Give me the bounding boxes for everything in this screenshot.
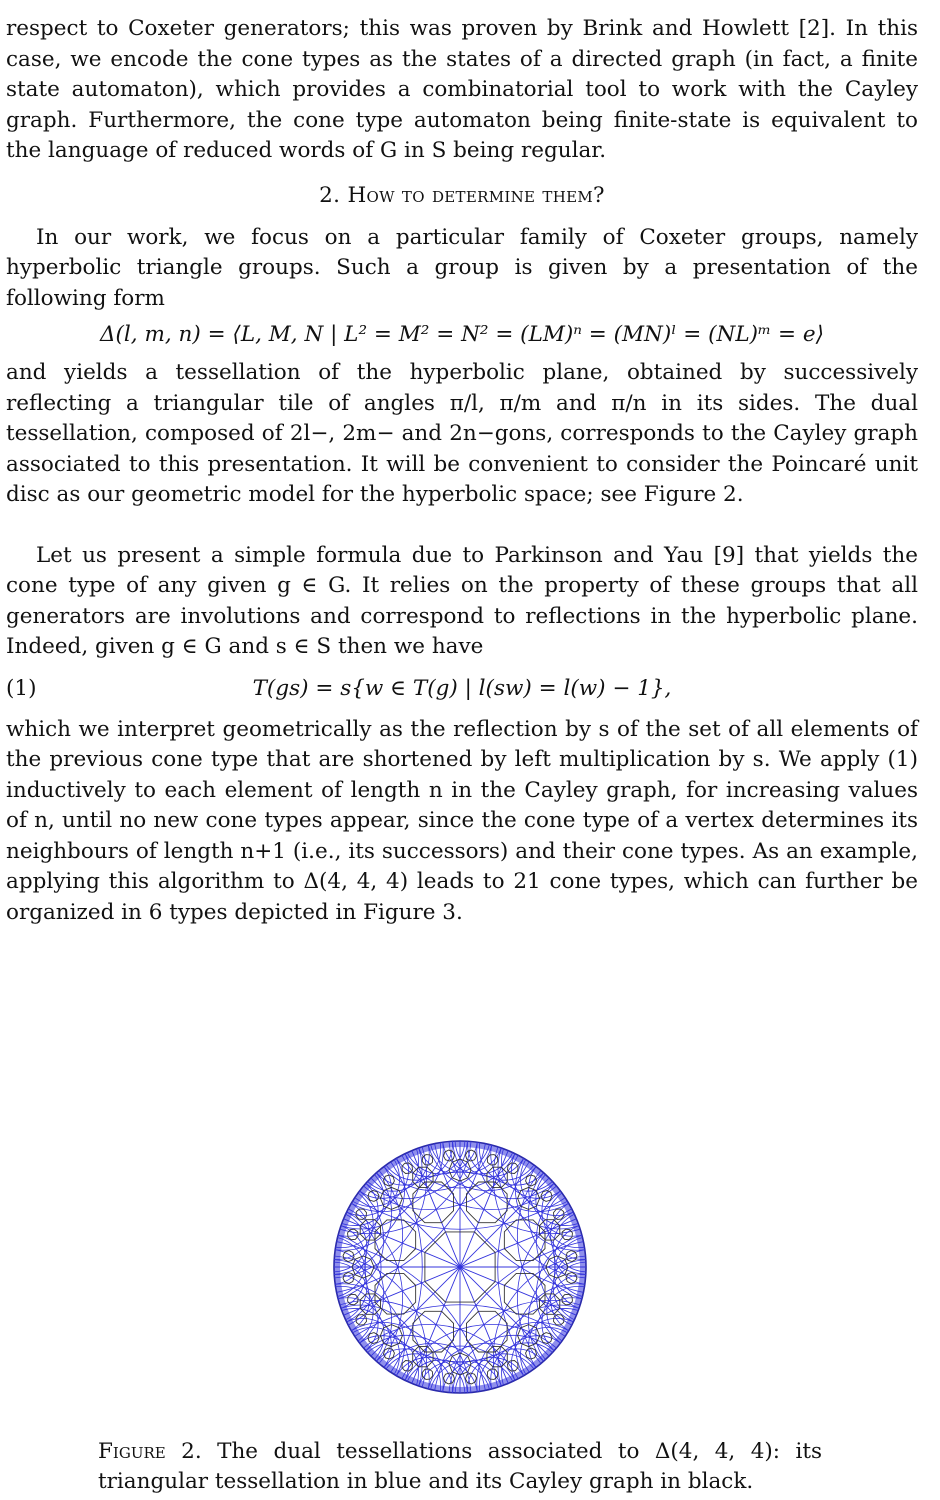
- cayley-octagon-tiny: [348, 1294, 359, 1305]
- tessellation-arc: [330, 1142, 400, 1216]
- paragraph-gap: [6, 511, 918, 541]
- equation-1-body: T(gs) = s{w ∈ T(g) | l(sw) = l(w) − 1},: [252, 675, 672, 701]
- figure-label: Figure 2.: [98, 1439, 202, 1464]
- section-title: How to determine them?: [347, 182, 605, 208]
- tessellation-arc: [520, 1142, 590, 1216]
- poincare-disc-figure: [330, 1137, 590, 1397]
- cayley-octagon-tiny: [562, 1294, 573, 1305]
- cayley-octagon-tiny: [422, 1155, 433, 1166]
- tessellation-arc: [335, 1137, 409, 1207]
- cayley-octagon-tiny: [348, 1229, 359, 1240]
- paragraph-parkinson-yau: Let us present a simple formula due to Parkinson and Yau [9] that yields the cone type of any given g ∈ G. It relies on the property of these groups that all generators are involutions and correspond to reflections in the hyperbolic plane. Indeed, given g ∈ G and s ∈ S then we have: [6, 542, 918, 659]
- paragraph-intro: respect to Coxeter generators; this was proven by Brink and Howlett [2]. In this case, we encode the cone types as the states of a directed graph (in fact, a finite state automaton), which provides a combinatorial tool to work with the Cayley graph. Furthermore, the cone type automaton being finite-state is equivalent to the language of reduced words of G in S being regular.: [6, 16, 918, 163]
- paper-page: [6, 14, 918, 928]
- paragraph-triangle-groups: In our work, we focus on a particular family of Coxeter groups, namely hyperbolic triangle groups. Such a group is given by a presentation of the following form: [6, 224, 918, 311]
- tessellation-arc: [511, 1327, 584, 1397]
- tessellation-arc: [335, 1327, 409, 1397]
- paragraph-tessellation: and yields a tessellation of the hyperbolic plane, obtained by successively reflecting a triangular tile of angles π/l, π/m and π/n in its sides. The dual tessellation, composed of 2l−, 2m− and 2n−gons, corresponds to the Cayley graph associated to this presentation. It will be convenient to consider the Poincaré unit disc as our geometric model for the hyperbolic space; see Figure 2.: [6, 360, 918, 507]
- tessellation-arc: [511, 1137, 584, 1207]
- section-number: 2.: [319, 182, 341, 208]
- cayley-octagon-tiny: [487, 1155, 498, 1166]
- figure-caption-text: The dual tessellations associated to Δ(4, 4, 4): its triangular tessellation in blue and its Cayley graph in black.: [98, 1439, 823, 1494]
- equation-1-label: (1): [6, 675, 37, 701]
- section-heading: [6, 181, 918, 211]
- cayley-octagon-tiny: [487, 1369, 498, 1380]
- tessellation-arc: [330, 1318, 400, 1392]
- tessellation-arc: [520, 1318, 590, 1392]
- cayley-octagon-tiny: [422, 1369, 433, 1380]
- paragraph-algorithm: which we interpret geometrically as the reflection by s of the set of all elements of the previous cone type that are shortened by left multiplication by s. We apply (1) inductively to each element of length n in the Cayley graph, for increasing values of n, until no new cone types appear, since the cone type of a vertex determines its neighbours of length n+1 (i.e., its successors) and their cone types. As an example, applying this algorithm to Δ(4, 4, 4) leads to 21 cone types, which can further be organized in 6 types depicted in Figure 3.: [6, 716, 918, 925]
- figure-caption: [98, 1437, 822, 1497]
- presentation-equation: Δ(l, m, n) = ⟨L, M, N | L² = M² = N² = (LM)ⁿ = (MN)ˡ = (NL)ᵐ = e⟩: [100, 322, 824, 347]
- cayley-octagon-tiny: [562, 1229, 573, 1240]
- equation-1: [6, 669, 918, 709]
